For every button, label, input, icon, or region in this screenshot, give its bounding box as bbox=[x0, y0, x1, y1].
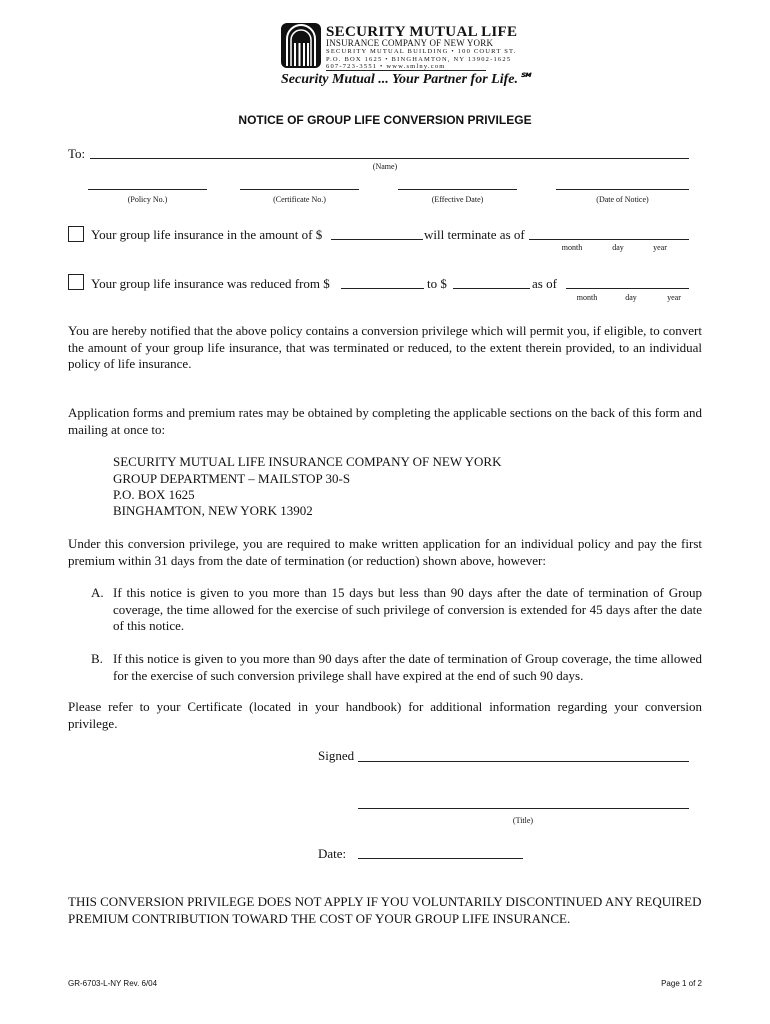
terminate-text-a: Your group life insurance in the amount of $ bbox=[91, 227, 323, 242]
notice-date-field[interactable] bbox=[556, 189, 689, 190]
form-title: NOTICE OF GROUP LIFE CONVERSION PRIVILEGE bbox=[238, 113, 532, 127]
company-name: SECURITY MUTUAL LIFE bbox=[326, 24, 518, 40]
reduced-from-field[interactable] bbox=[341, 288, 424, 289]
form-number: GR-6703-L-NY Rev. 6/04 bbox=[68, 979, 158, 988]
disclaimer-text: THIS CONVERSION PRIVILEGE DOES NOT APPLY IF YOU VOLUNTARILY DISCONTINUED ANY REQUIRED PREMIUM CONTRIBUTION TOWARD THE COST OF YOUR GROUP LIFE INSURANCE. bbox=[68, 894, 702, 926]
list-item-b-letter: B. bbox=[91, 651, 103, 666]
terminate-day-caption: day bbox=[612, 243, 624, 252]
mailing-address-line2: GROUP DEPARTMENT – MAILSTOP 30-S bbox=[113, 471, 351, 486]
reduced-to-field[interactable] bbox=[453, 288, 530, 289]
company-address-line2: P.O. BOX 1625 • BINGHAMTON, NY 13902-1625 bbox=[326, 55, 512, 63]
terminate-month-caption: month bbox=[561, 243, 583, 252]
list-item-a-letter: A. bbox=[91, 585, 104, 600]
mailing-address-line3: P.O. BOX 1625 bbox=[113, 487, 195, 502]
effective-date-caption: (Effective Date) bbox=[431, 195, 484, 204]
company-tagline: Security Mutual ... Your Partner for Life.℠ bbox=[281, 72, 533, 87]
company-address-line1: SECURITY MUTUAL BUILDING • 100 COURT ST. bbox=[326, 48, 517, 55]
reduced-year-caption: year bbox=[667, 293, 681, 302]
name-field[interactable] bbox=[90, 158, 689, 159]
signature-field[interactable] bbox=[358, 761, 689, 762]
notice-date-caption: (Date of Notice) bbox=[596, 195, 649, 204]
reduced-text-c: as of bbox=[532, 276, 557, 291]
certificate-paragraph: Please refer to your Certificate (located in your handbook) for additional information regarding your conversion privilege. bbox=[68, 699, 702, 731]
policy-caption: (Policy No.) bbox=[127, 195, 168, 204]
signed-label: Signed bbox=[318, 748, 355, 763]
name-caption: (Name) bbox=[372, 162, 398, 171]
reduced-date-field[interactable] bbox=[566, 288, 689, 289]
title-caption: (Title) bbox=[512, 816, 534, 825]
title-field[interactable] bbox=[358, 808, 689, 809]
date-label: Date: bbox=[318, 846, 347, 861]
reduced-checkbox[interactable] bbox=[68, 274, 84, 290]
page-number: Page 1 of 2 bbox=[661, 979, 702, 988]
reduced-text-b: to $ bbox=[427, 276, 447, 291]
company-subtitle: INSURANCE COMPANY OF NEW YORK bbox=[326, 38, 494, 48]
reduced-month-caption: month bbox=[576, 293, 598, 302]
company-address-line3: 607-723-3551 • www.smlny.com bbox=[326, 63, 446, 70]
list-item-a-text: If this notice is given to you more than 15 days but less than 90 days after the date of termination of Group coverage, the time allowed for the exercise of such privilege of conversion is extended for 45 days after the date of this notice. bbox=[113, 585, 702, 633]
reduced-day-caption: day bbox=[625, 293, 637, 302]
list-item-b-text: If this notice is given to you more than 90 days after the date of termination of Group coverage, the time allowed for the exercise of such conversion privilege shall have expired at the end of such 90 days. bbox=[113, 651, 702, 683]
mailing-address-line1: SECURITY MUTUAL LIFE INSURANCE COMPANY OF NEW YORK bbox=[113, 454, 502, 469]
effective-date-field[interactable] bbox=[398, 189, 517, 190]
terminate-year-caption: year bbox=[653, 243, 667, 252]
terminate-checkbox[interactable] bbox=[68, 226, 84, 242]
notification-paragraph: You are hereby notified that the above policy contains a conversion privilege which will permit you, if eligible, to convert the amount of your group life insurance, that was terminated or reduced, to the extent therein provided, to an individual policy of life insurance. bbox=[68, 323, 702, 371]
conversion-paragraph: Under this conversion privilege, you are required to make written application for an individual policy and pay the first premium within 31 days from the date of termination (or reduction) shown above, however: bbox=[68, 536, 702, 568]
building-columns-logo-icon bbox=[281, 23, 321, 68]
policy-number-field[interactable] bbox=[88, 189, 207, 190]
application-paragraph: Application forms and premium rates may be obtained by completing the applicable sections on the back of this form and mailing at once to: bbox=[68, 405, 702, 437]
reduced-text-a: Your group life insurance was reduced from $ bbox=[91, 276, 330, 291]
to-label: To: bbox=[68, 146, 86, 161]
terminate-date-field[interactable] bbox=[529, 239, 689, 240]
terminate-text-b: will terminate as of bbox=[424, 227, 525, 242]
mailing-address-line4: BINGHAMTON, NEW YORK 13902 bbox=[113, 503, 313, 518]
terminate-amount-field[interactable] bbox=[331, 239, 423, 240]
signature-date-field[interactable] bbox=[358, 858, 523, 859]
certificate-caption: (Certificate No.) bbox=[273, 195, 326, 204]
certificate-number-field[interactable] bbox=[240, 189, 359, 190]
